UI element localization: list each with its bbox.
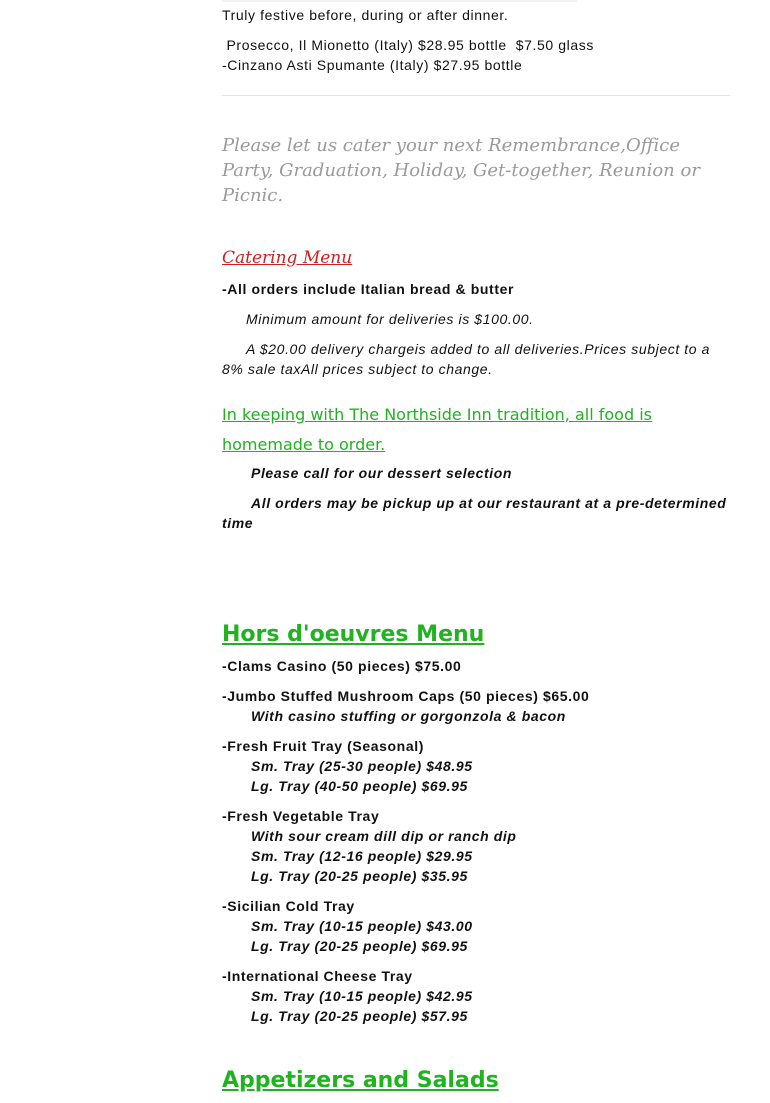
- hors-doeuvres-list: [222, 656, 730, 1026]
- menu-item-title: -Fresh Vegetable Tray: [222, 808, 380, 824]
- tradition-note[interactable]: In keeping with The Northside Inn tradition, all food is homemade to order.: [222, 405, 652, 454]
- menu-item-title: -Sicilian Cold Tray: [222, 898, 355, 914]
- menu-item-option: With sour cream dill dip or ranch dip: [251, 828, 517, 844]
- menu-item-option: Sm. Tray (10-15 people) $42.95: [251, 988, 473, 1004]
- appetizers-heading[interactable]: Appetizers and Salads: [222, 1068, 499, 1093]
- menu-item-option: With casino stuffing or gorgonzola & bacon: [251, 708, 566, 724]
- wine-item: Prosecco, Il Mionetto (Italy) $28.95 bottle $7.50 glass: [222, 37, 594, 53]
- menu-item-option: Lg. Tray (40-50 people) $69.95: [251, 778, 468, 794]
- wine-item: -Cinzano Asti Spumante (Italy) $27.95 bottle: [222, 57, 523, 73]
- hors-doeuvres-heading[interactable]: Hors d'oeuvres Menu: [222, 622, 485, 647]
- section-divider: [222, 95, 730, 96]
- menu-item: [222, 966, 730, 1026]
- menu-item: [222, 896, 730, 956]
- pickup-note: All orders may be pickup up at our restaurant at a pre-determined time: [222, 495, 727, 531]
- minimum-note: Minimum amount for deliveries is $100.00.: [246, 311, 534, 327]
- menu-item: [222, 736, 730, 796]
- menu-item-option: Lg. Tray (20-25 people) $35.95: [251, 868, 468, 884]
- menu-item: [222, 806, 730, 886]
- menu-content-column: [222, 0, 730, 1096]
- dessert-note: Please call for our dessert selection: [251, 465, 513, 481]
- bread-note: -All orders include Italian bread & butter: [222, 281, 515, 297]
- menu-item-option: Sm. Tray (10-15 people) $43.00: [251, 918, 473, 934]
- menu-item-title: -International Cheese Tray: [222, 968, 413, 984]
- menu-item-title: -Clams Casino (50 pieces) $75.00: [222, 658, 462, 674]
- menu-item-title: -Fresh Fruit Tray (Seasonal): [222, 738, 424, 754]
- menu-item: [222, 656, 730, 676]
- catering-invite: Please let us cater your next Remembrance,Office Party, Graduation, Holiday, Get-together, Reunion or Picnic.: [222, 135, 700, 206]
- delivery-note: A $20.00 delivery chargeis added to all deliveries.Prices subject to a 8% sale taxAll prices subject to change.: [222, 341, 711, 377]
- menu-item-option: Sm. Tray (12-16 people) $29.95: [251, 848, 473, 864]
- catering-menu-heading[interactable]: Catering Menu: [222, 248, 353, 268]
- menu-item-option: Lg. Tray (20-25 people) $57.95: [251, 1008, 468, 1024]
- menu-item: [222, 686, 730, 726]
- intro-tagline: Truly festive before, during or after dinner.: [222, 7, 509, 23]
- menu-item-option: Lg. Tray (20-25 people) $69.95: [251, 938, 468, 954]
- wine-list: [222, 35, 730, 75]
- menu-item-option: Sm. Tray (25-30 people) $48.95: [251, 758, 473, 774]
- menu-item-title: -Jumbo Stuffed Mushroom Caps (50 pieces) $65.00: [222, 688, 590, 704]
